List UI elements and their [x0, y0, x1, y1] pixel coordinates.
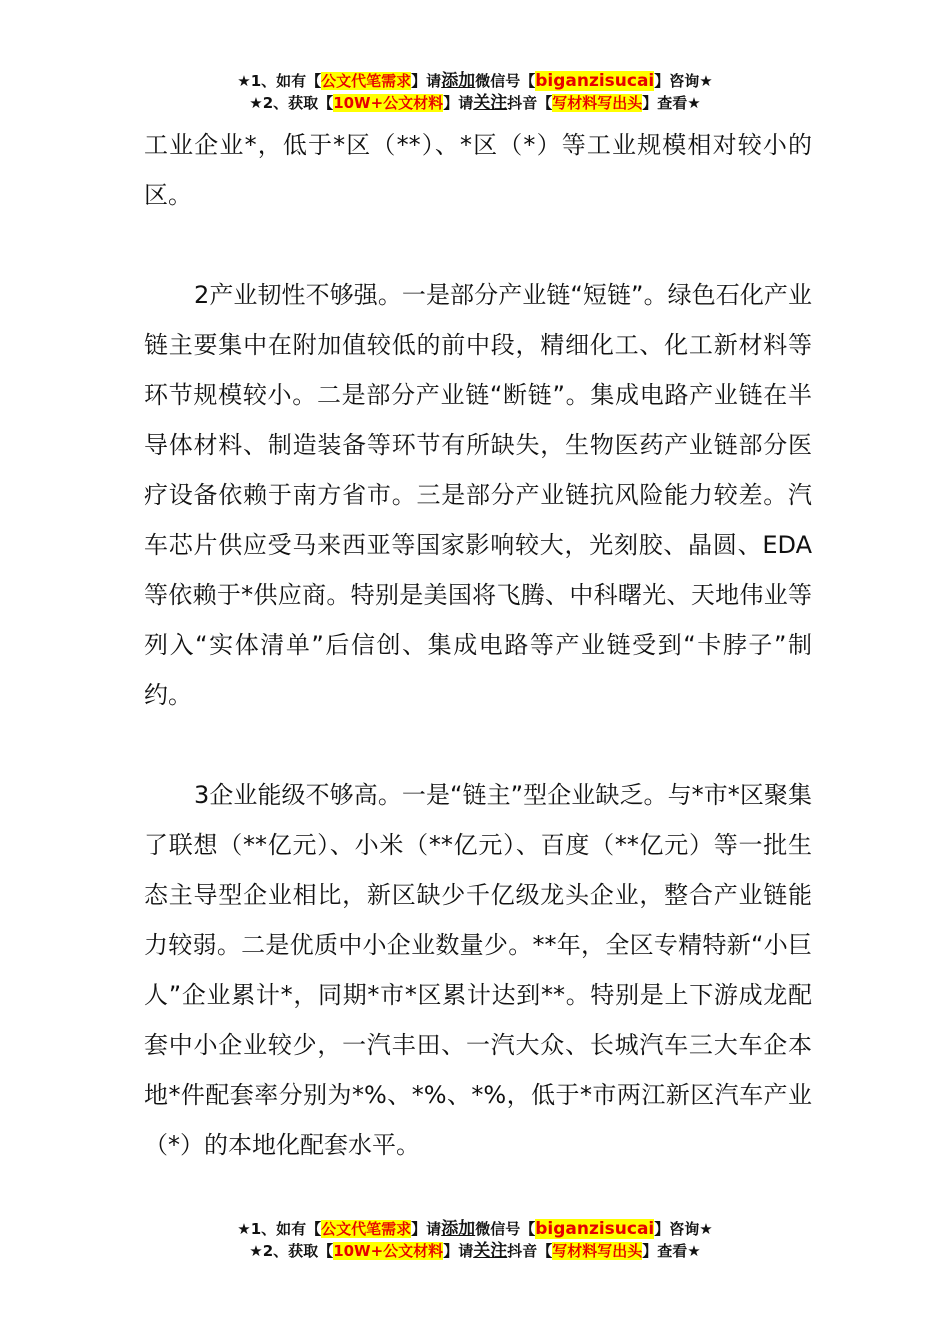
banner-line-2: ★2、获取【10W+公文材料】请关注抖音【写材料写出头】查看★	[249, 93, 701, 113]
paragraph-industry-resilience: 2产业韧性不够强。一是部分产业链“短链”。绿色石化产业链主要集中在附加值较低的前中段，精细化工、化工新材料等环节规模较小。二是部分产业链“断链”。集成电路产业链在半导体材料、制造装备等环节有所缺失，生物医药产业链部分医疗设备依赖于南方省市。三是部分产业链抗风险能力较差。汽车芯片供应受马来西亚等国家影响较大，光刻胶、晶圆、EDA等依赖于*供应商。特别是美国将飞腾、中科曙光、天地伟业等列入“实体清单”后信创、集成电路等产业链受到“卡脖子”制约。	[144, 281, 812, 709]
document-body	[144, 120, 812, 1170]
footer-banner	[0, 1218, 950, 1262]
paragraph-gap	[144, 720, 812, 770]
highlight-materials: 10W+公文材料	[333, 94, 444, 112]
banner-line-1: ★1、如有【公文代笔需求】请添加微信号【biganzisucai】咨询★	[237, 71, 713, 91]
highlight-wechat-id: biganzisucai	[535, 71, 655, 91]
highlight-materials: 10W+公文材料	[333, 1242, 444, 1260]
banner-line-2: ★2、获取【10W+公文材料】请关注抖音【写材料写出头】查看★	[249, 1241, 701, 1261]
paragraph-continuation: 工业企业*，低于*区（**）、*区（*）等工业规模相对较小的区。	[144, 131, 812, 209]
banner-line-1: ★1、如有【公文代笔需求】请添加微信号【biganzisucai】咨询★	[237, 1219, 713, 1239]
highlight-service: 公文代笔需求	[321, 72, 412, 90]
highlight-wechat-id: biganzisucai	[535, 1219, 655, 1239]
paragraph-gap	[144, 220, 812, 270]
highlight-douyin: 写材料写出头	[552, 94, 643, 112]
paragraph-enterprise-level: 3企业能级不够高。一是“链主”型企业缺乏。与*市*区聚集了联想（**亿元）、小米（**亿元）、百度（**亿元）等一批生态主导型企业相比，新区缺少千亿级龙头企业，整合产业链能力较弱。二是优质中小企业数量少。**年，全区专精特新“小巨人”企业累计*，同期*市*区累计达到**。特别是上下游成龙配套中小企业较少，一汽丰田、一汽大众、长城汽车三大车企本地*件配套率分别为*%、*%、*%，低于*市两江新区汽车产业（*）的本地化配套水平。	[144, 781, 812, 1159]
highlight-service: 公文代笔需求	[321, 1220, 412, 1238]
highlight-douyin: 写材料写出头	[552, 1242, 643, 1260]
header-banner	[0, 70, 950, 114]
